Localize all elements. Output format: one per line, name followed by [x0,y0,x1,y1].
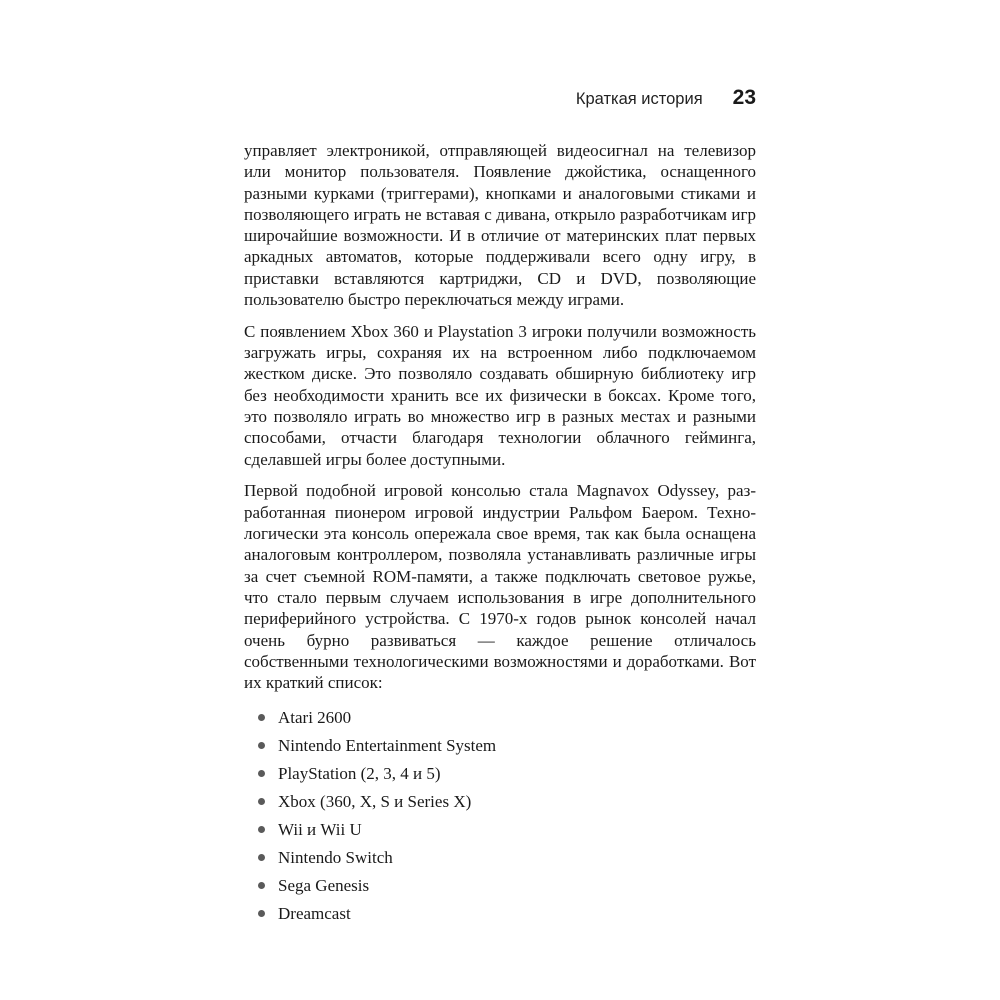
list-item-label: PlayStation (2, 3, 4 и 5) [278,763,441,783]
bullet-icon [258,826,265,833]
list-item-label: Xbox (360, X, S и Series X) [278,791,472,811]
paragraph: Первой подобной игровой консолью стала Magnavox Odyssey, разработанная пионером игровой индустрии Ральфом Баером. Технологически эта консоль опережала свое время, так как была оснащена аналоговым контроллером, позволяла устанавливать различные игры за счет съемной ROM-памяти, а также подключать световое ружье, что стало первым случаем использования в игре дополнительного периферийного устройства. С 1970-х годов рынок консолей начал очень бурно развиваться — каждое решение отличалось собственными технологическими возможностями и доработками. Вот их краткий список: [244,481,756,693]
list-item-label: Sega Genesis [278,875,370,895]
paragraph: управляет электроникой, отправляющей видеосигнал на телевизор или монитор пользователя. Появление джойстика, оснащенного разными курками (триггерами), кнопками и аналоговыми стиками и позволяющего играть не вставая с дивана, открыло разработчикам игр широчайшие возможности. И в отличие от материнских плат первых аркадных автоматов, которые поддерживали всего одну игру, в приставки вставляются картриджи, CD и DVD, позволяющие пользователю быстро переключаться между играми. [244,141,756,310]
list-item [244,760,756,788]
bullet-icon [258,854,265,861]
page-number: 23 [732,86,756,109]
list-item [244,900,756,928]
list-item [244,816,756,844]
list-item-label: Nintendo Switch [278,847,393,867]
list-item-label: Dreamcast [278,903,351,923]
list-item [244,788,756,816]
list-item [244,732,756,760]
list-item [244,704,756,732]
list-item-label: Nintendo Entertainment System [278,735,497,755]
bullet-icon [258,770,265,777]
list-item [244,844,756,872]
chapter-title: Краткая история [575,90,703,108]
paragraph: С появлением Xbox 360 и Playstation 3 игроки получили возможность загружать игры, сохраняя их на встроенном либо подключаемом жестком диске. Это позволяло создавать обширную библиотеку игр без необходимости хранить все их физически в боксах. Кроме того, это позволяло играть во множество игр в разных местах и разными способами, отчасти благодаря технологии облачного гейминга, сделавшей игры более доступными. [244,321,756,469]
bullet-icon [258,910,265,917]
running-head [576,86,756,110]
bullet-icon [258,798,265,805]
bullet-icon [258,742,265,749]
body-text [244,140,756,928]
list-item-label: Atari 2600 [278,707,352,727]
list-item [244,872,756,900]
bullet-icon [258,882,265,889]
bullet-icon [258,714,265,721]
console-list [244,704,756,928]
list-item-label: Wii и Wii U [278,819,362,839]
